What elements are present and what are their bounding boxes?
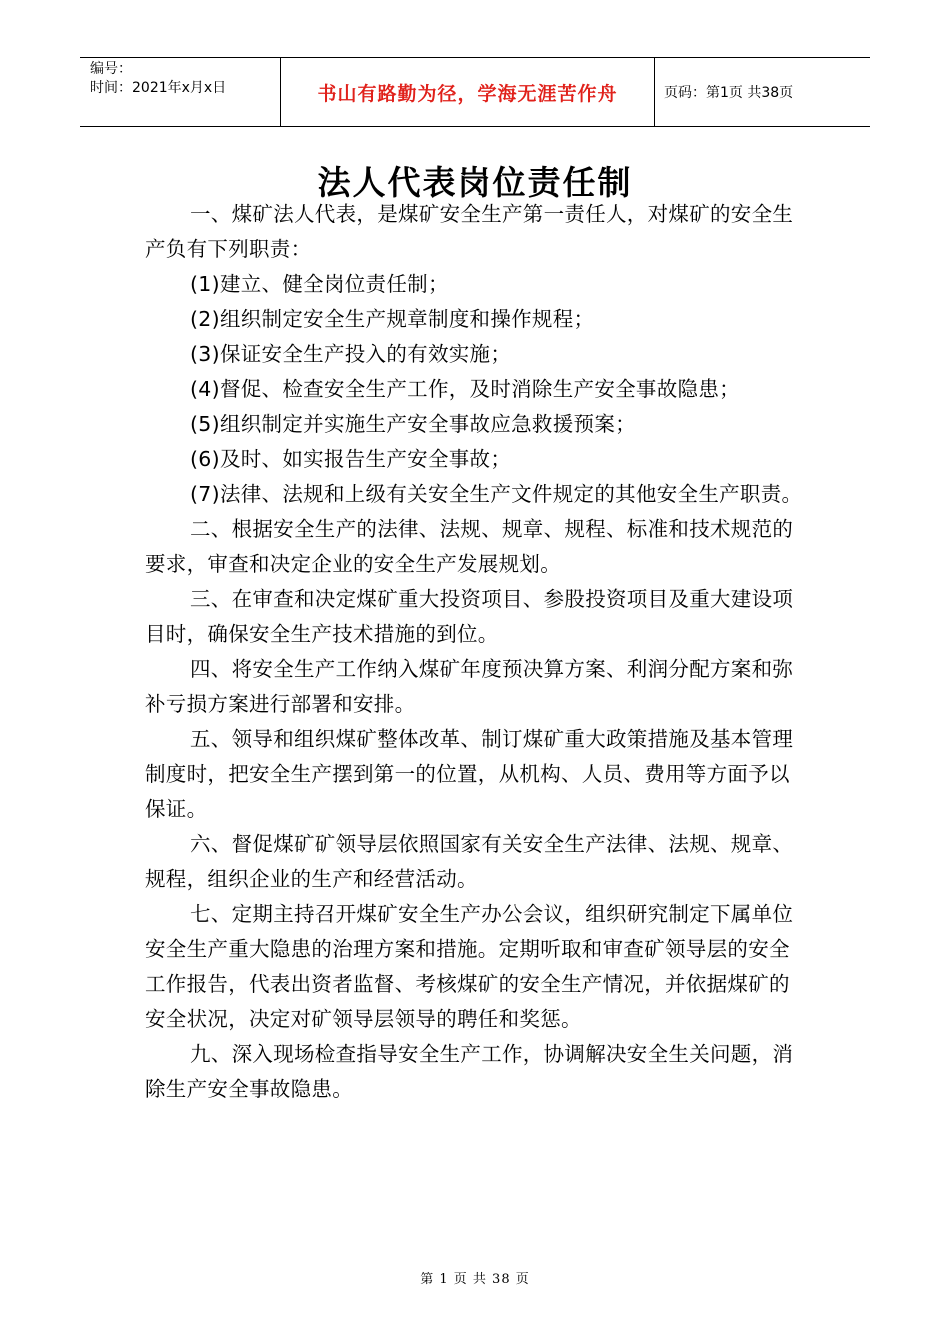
list-item: (2)组织制定安全生产规章制度和操作规程； (190, 307, 595, 331)
paragraph: 九、深入现场检查指导安全生产工作，协调解决安全生关问题，消除生产安全事故隐患。 (145, 1042, 794, 1101)
paragraph: 六、督促煤矿矿领导层依照国家有关安全生产法律、法规、规章、规程，组织企业的生产和经营活动。 (145, 832, 794, 891)
page-footer: 第 1 页 共 38 页 (420, 1272, 530, 1287)
paragraph: 三、在审查和决定煤矿重大投资项目、参股投资项目及重大建设项目时，确保安全生产技术措施的到位。 (145, 587, 794, 646)
list-item: (4)督促、检查安全生产工作，及时消除生产安全事故隐患； (190, 377, 740, 401)
header-motto: 书山有路勤为径，学海无涯苦作舟 (281, 58, 655, 126)
paragraph: 二、根据安全生产的法律、法规、规章、规程、标准和技术规范的要求，审查和决定企业的安全生产发展规划。 (145, 517, 794, 576)
number-label: 编号： (90, 61, 132, 77)
list-item: (5)组织制定并实施生产安全事故应急救援预案； (190, 412, 636, 436)
list-item: (1)建立、健全岗位责任制； (190, 272, 449, 296)
list-item: (7)法律、法规和上级有关安全生产文件规定的其他安全生产职责。 (190, 482, 803, 506)
paragraph: 四、将安全生产工作纳入煤矿年度预决算方案、利润分配方案和弥补亏损方案进行部署和安排。 (145, 657, 794, 716)
header-page-info: 页码：第1页 共38页 (664, 85, 794, 101)
header-table (80, 57, 870, 127)
document-title: 法人代表岗位责任制 (317, 163, 633, 202)
paragraph: 一、煤矿法人代表，是煤矿安全生产第一责任人，对煤矿的安全生产负有下列职责： (145, 202, 794, 261)
document-body (145, 197, 805, 1107)
paragraph: 七、定期主持召开煤矿安全生产办公会议，组织研究制定下属单位安全生产重大隐患的治理方案和措施。定期听取和审查矿领导层的安全工作报告，代表出资者监督、考核煤矿的安全生产情况，并依据煤矿的安全状况，决定对矿领导层领导的聘任和奖惩。 (145, 902, 794, 1031)
paragraph: 五、领导和组织煤矿整体改革、制订煤矿重大政策措施及基本管理制度时，把安全生产摆到第一的位置，从机构、人员、费用等方面予以保证。 (145, 727, 794, 821)
time-label: 时间：2021年x月x日 (90, 80, 227, 96)
list-item: (3)保证安全生产投入的有效实施； (190, 342, 512, 366)
list-item: (6)及时、如实报告生产安全事故； (190, 447, 512, 471)
header-meta (80, 58, 281, 126)
